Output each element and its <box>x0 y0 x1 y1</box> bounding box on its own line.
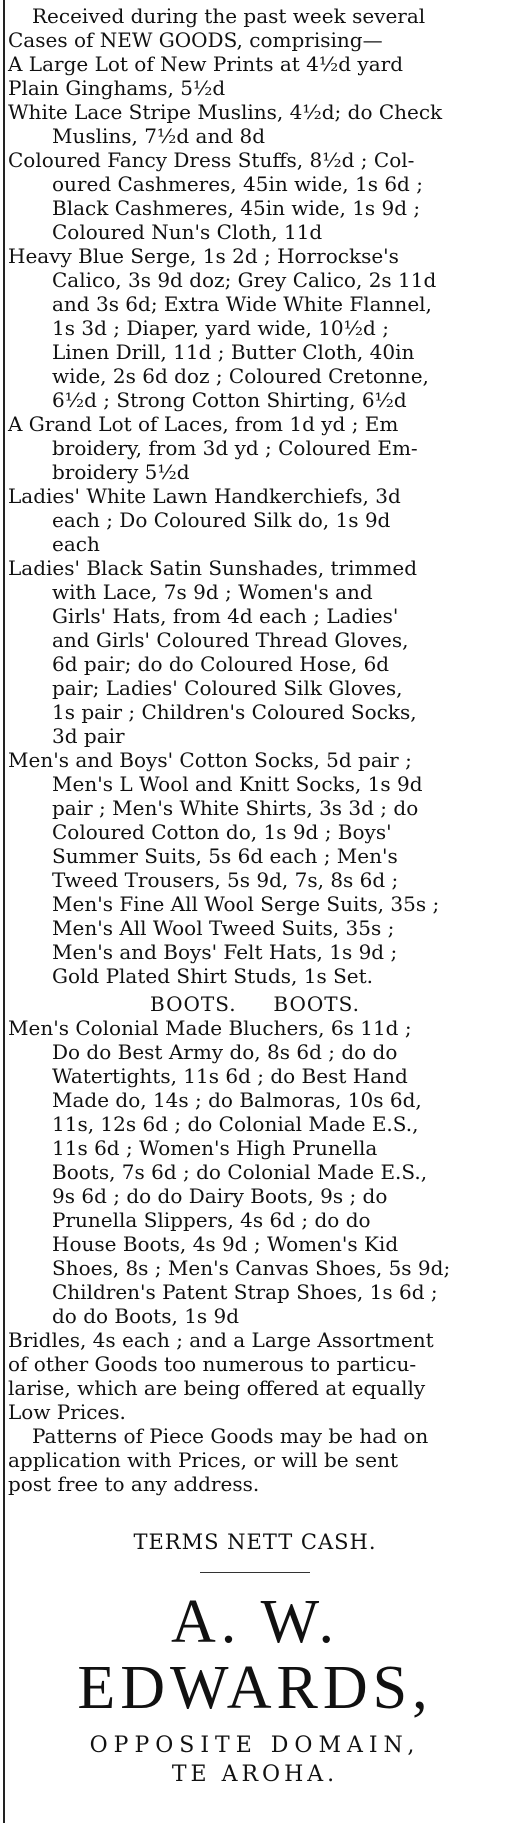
entry-line: Gold Plated Shirt Studs, 1s Set. <box>52 964 373 988</box>
closing-line: Bridles, 4s each ; and a Large Assortment <box>8 1328 434 1352</box>
patterns-block <box>8 1424 502 1496</box>
intro-block <box>8 4 502 100</box>
entry-line: Children's Patent Strap Shoes, 1s 6d ; <box>52 1280 438 1304</box>
entry-line: 1s pair ; Children's Coloured Socks, <box>52 700 417 724</box>
boots-heading: BOOTS. BOOTS. <box>150 992 360 1016</box>
intro-line: Received during the past week several <box>32 4 426 28</box>
entry-line: with Lace, 7s 9d ; Women's and <box>52 580 373 604</box>
entry-line: Black Cashmeres, 45in wide, 1s 9d ; <box>52 196 421 220</box>
entry-line: 11s, 12s 6d ; do Colonial Made E.S., <box>52 1112 419 1136</box>
entry-line: Prunella Slippers, 4s 6d ; do do <box>52 1208 371 1232</box>
closing-line: Low Prices. <box>8 1400 126 1424</box>
goods-entry-mens-wear <box>8 748 502 988</box>
goods-entry-serge <box>8 244 502 412</box>
entry-line: Men's and Boys' Felt Hats, 1s 9d ; <box>52 940 398 964</box>
entry-line: Watertights, 11s 6d ; do Best Hand <box>52 1064 408 1088</box>
intro-line: Cases of NEW GOODS, comprising— <box>8 28 383 52</box>
entry-line: Ladies' White Lawn Handkerchiefs, 3d <box>8 484 401 508</box>
boots-entry <box>8 1016 502 1328</box>
entry-line: 9s 6d ; do do Dairy Boots, 9s ; do <box>52 1184 388 1208</box>
closing-block <box>8 1328 502 1424</box>
entry-line: broidery 5½d <box>52 460 190 484</box>
entry-line: Coloured Nun's Cloth, 11d <box>52 220 323 244</box>
boots-list <box>8 1016 502 1328</box>
entry-line: Men's Fine All Wool Serge Suits, 35s ; <box>52 892 440 916</box>
ad-column <box>8 4 502 1789</box>
intro-line: A Large Lot of New Prints at 4½d yard <box>8 52 404 76</box>
entry-line: each <box>52 532 100 556</box>
goods-entry-dress-stuffs <box>8 148 502 244</box>
entry-line: 3d pair <box>52 724 125 748</box>
closing-line: larise, which are being offered at equally <box>8 1376 426 1400</box>
address-line-2: TE AROHA. <box>171 1762 339 1787</box>
divider <box>200 1572 310 1573</box>
intro-line: Plain Ginghams, 5½d <box>8 76 226 100</box>
entry-line: 11s 6d ; Women's High Prunella <box>52 1136 378 1160</box>
goods-entry-laces <box>8 412 502 484</box>
closing-line: of other Goods too numerous to particu- <box>8 1352 417 1376</box>
entry-line: Do do Best Army do, 8s 6d ; do do <box>52 1040 398 1064</box>
patterns-line: post free to any address. <box>8 1472 260 1496</box>
entry-line: Men's All Wool Tweed Suits, 35s ; <box>52 916 395 940</box>
goods-entry-sunshades <box>8 556 502 748</box>
entry-line: Linen Drill, 11d ; Butter Cloth, 40in <box>52 340 415 364</box>
patterns-line: application with Prices, or will be sent <box>8 1448 399 1472</box>
entry-line: Ladies' Black Satin Sunshades, trimmed <box>8 556 418 580</box>
entry-line: Tweed Trousers, 5s 9d, 7s, 8s 6d ; <box>52 868 399 892</box>
entry-line: Made do, 14s ; do Balmoras, 10s 6d, <box>52 1088 422 1112</box>
entry-line: Coloured Cotton do, 1s 9d ; Boys' <box>52 820 392 844</box>
entry-line: Men's and Boys' Cotton Socks, 5d pair ; <box>8 748 412 772</box>
entry-line: 6d pair; do do Coloured Hose, 6d <box>52 652 390 676</box>
entry-line: broidery, from 3d yd ; Coloured Em- <box>52 436 418 460</box>
entry-line: and 3s 6d; Extra Wide White Flannel, <box>52 292 432 316</box>
entry-line: Calico, 3s 9d doz; Grey Calico, 2s 11d <box>52 268 437 292</box>
entry-line: wide, 2s 6d doz ; Coloured Cretonne, <box>52 364 429 388</box>
entry-line: Coloured Fancy Dress Stuffs, 8½d ; Col- <box>8 148 415 172</box>
entry-line: Men's L Wool and Knitt Socks, 1s 9d <box>52 772 423 796</box>
entry-line: pair ; Men's White Shirts, 3s 3d ; do <box>52 796 419 820</box>
entry-line: 6½d ; Strong Cotton Shirting, 6½d <box>52 388 407 412</box>
entry-line: pair; Ladies' Coloured Silk Gloves, <box>52 676 403 700</box>
goods-entry-muslins <box>8 100 502 148</box>
goods-entry-handkerchiefs <box>8 484 502 556</box>
address-line-1: OPPOSITE DOMAIN, <box>89 1733 421 1758</box>
entry-line: Muslins, 7½d and 8d <box>52 124 266 148</box>
entry-line: 1s 3d ; Diaper, yard wide, 10½d ; <box>52 316 389 340</box>
entry-line: each ; Do Coloured Silk do, 1s 9d <box>52 508 391 532</box>
entry-line: Men's Colonial Made Bluchers, 6s 11d ; <box>8 1016 412 1040</box>
entry-line: White Lace Stripe Muslins, 4½d; do Check <box>8 100 443 124</box>
entry-line: Summer Suits, 5s 6d each ; Men's <box>52 844 398 868</box>
merchant-name: A. W. EDWARDS, <box>77 1588 433 1722</box>
entry-line: Heavy Blue Serge, 1s 2d ; Horrockse's <box>8 244 399 268</box>
entry-line: Girls' Hats, from 4d each ; Ladies' <box>52 604 399 628</box>
entry-line: and Girls' Coloured Thread Gloves, <box>52 628 409 652</box>
entry-line: Boots, 7s 6d ; do Colonial Made E.S., <box>52 1160 428 1184</box>
goods-list <box>8 100 502 988</box>
entry-line: Shoes, 8s ; Men's Canvas Shoes, 5s 9d; <box>52 1256 451 1280</box>
column-rule <box>3 0 5 1823</box>
entry-line: oured Cashmeres, 45in wide, 1s 6d ; <box>52 172 423 196</box>
entry-line: House Boots, 4s 9d ; Women's Kid <box>52 1232 399 1256</box>
terms-line: TERMS NETT CASH. <box>133 1530 377 1554</box>
entry-line: do do Boots, 1s 9d <box>52 1304 240 1328</box>
entry-line: A Grand Lot of Laces, from 1d yd ; Em <box>8 412 399 436</box>
patterns-line: Patterns of Piece Goods may be had on <box>32 1424 429 1448</box>
